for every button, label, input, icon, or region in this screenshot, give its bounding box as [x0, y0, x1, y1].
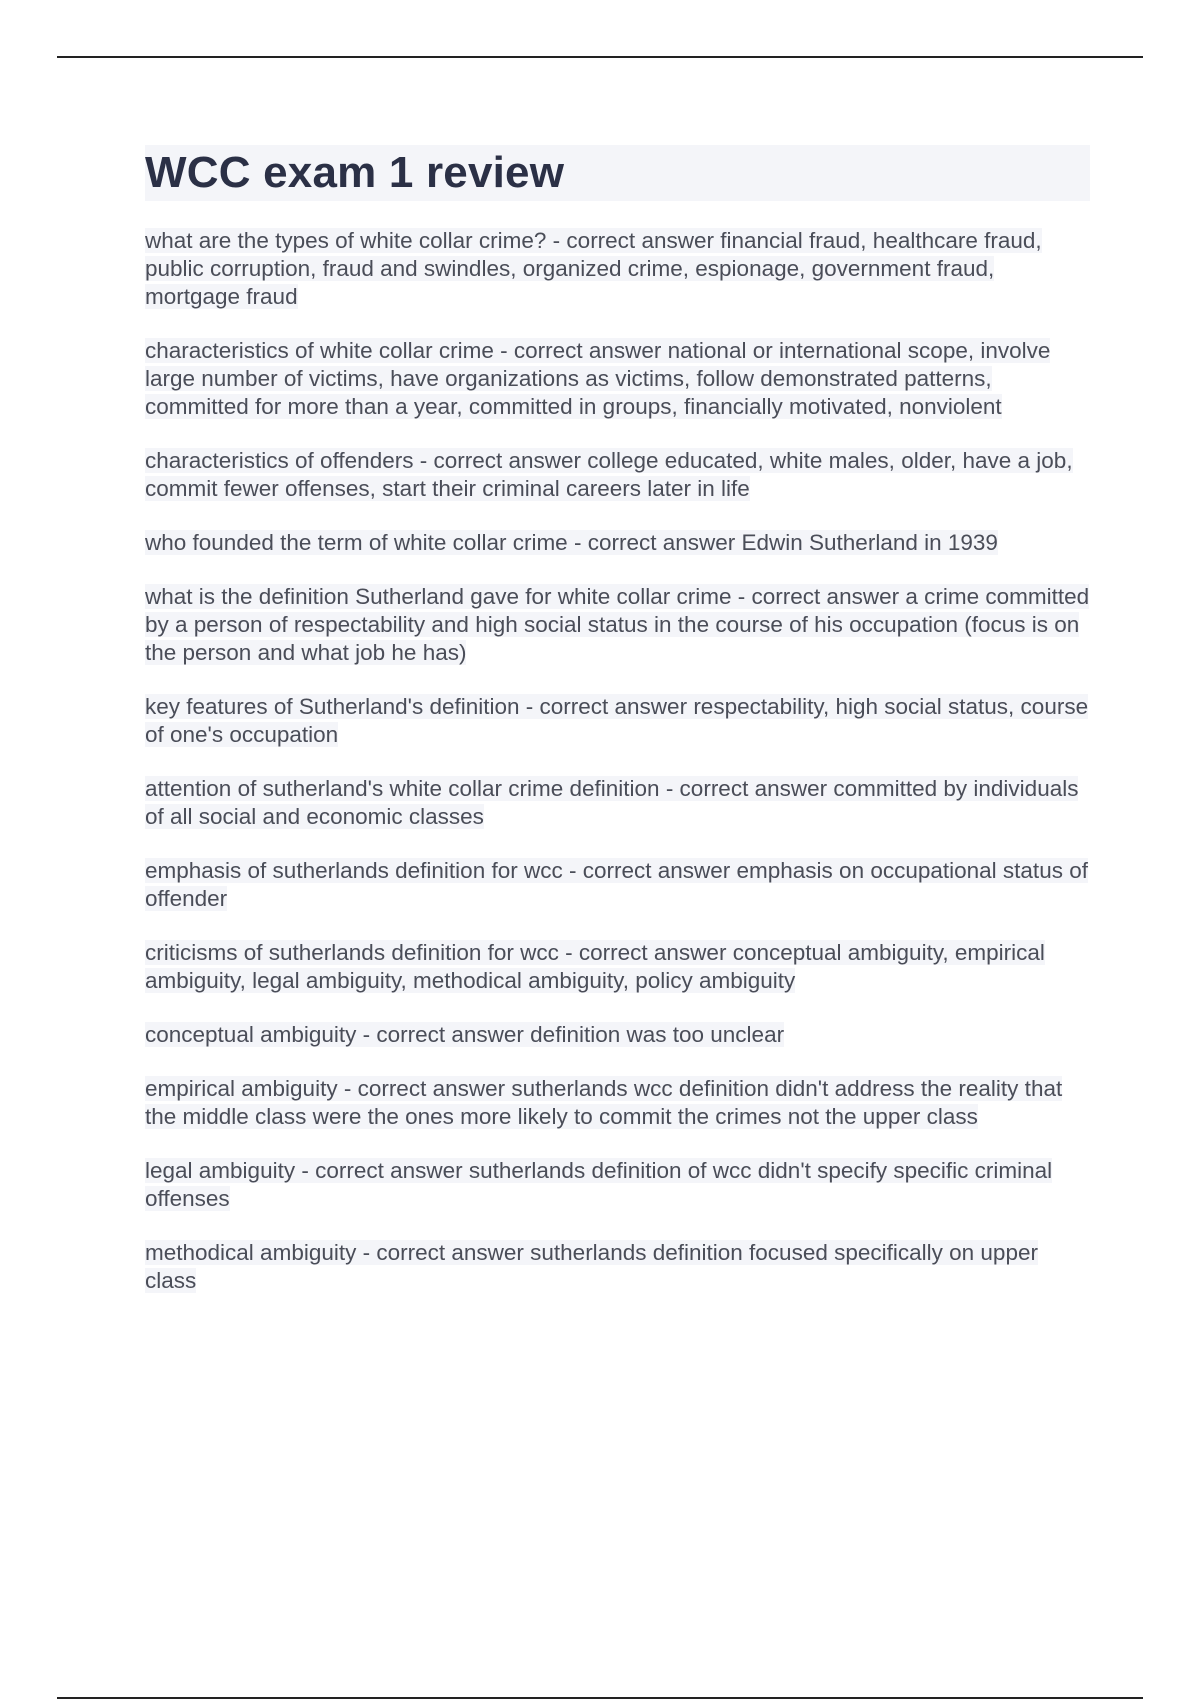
qa-item — [145, 227, 1090, 311]
qa-item-text: emphasis of sutherlands definition for wcc - correct answer emphasis on occupational status of offender — [145, 858, 1088, 911]
qa-item — [145, 775, 1090, 831]
qa-item-text: who founded the term of white collar crime - correct answer Edwin Sutherland in 1939 — [145, 530, 998, 555]
qa-item-text: conceptual ambiguity - correct answer definition was too unclear — [145, 1022, 785, 1047]
qa-item-text: what is the definition Sutherland gave for white collar crime - correct answer a crime committed by a person of respectability and high social status in the course of his occupation (focus is on the person and what job he has) — [145, 584, 1090, 665]
qa-item — [145, 1157, 1090, 1213]
qa-item-text: empirical ambiguity - correct answer sutherlands wcc definition didn't address the reality that the middle class were the ones more likely to commit the crimes not the upper class — [145, 1076, 1063, 1129]
document-body — [145, 145, 1090, 1321]
qa-item — [145, 857, 1090, 913]
qa-item-text: legal ambiguity - correct answer sutherlands definition of wcc didn't specify specific criminal offenses — [145, 1158, 1053, 1211]
bottom-divider — [57, 1697, 1143, 1699]
qa-item-text: methodical ambiguity - correct answer sutherlands definition focused specifically on upper class — [145, 1240, 1038, 1293]
top-divider — [57, 56, 1143, 58]
qa-item — [145, 1021, 1090, 1049]
qa-item — [145, 529, 1090, 557]
qa-item — [145, 583, 1090, 667]
title-block — [145, 145, 1090, 201]
document-title: WCC exam 1 review — [145, 148, 565, 197]
qa-item — [145, 1239, 1090, 1295]
qa-item-text: characteristics of offenders - correct answer college educated, white males, older, have a job, commit fewer offenses, start their criminal careers later in life — [145, 448, 1073, 501]
qa-item-text: key features of Sutherland's definition - correct answer respectability, high social status, course of one's occupation — [145, 694, 1089, 747]
qa-item — [145, 1075, 1090, 1131]
qa-item-text: what are the types of white collar crime? - correct answer financial fraud, healthcare fraud, public corruption, fraud and swindles, organized crime, espionage, government fraud, mortgage fraud — [145, 228, 1042, 309]
qa-item — [145, 939, 1090, 995]
qa-item — [145, 337, 1090, 421]
qa-item-text: criticisms of sutherlands definition for wcc - correct answer conceptual ambiguity, empirical ambiguity, legal ambiguity, methodical ambiguity, policy ambiguity — [145, 940, 1045, 993]
qa-item-text: characteristics of white collar crime - correct answer national or international scope, involve large number of victims, have organizations as victims, follow demonstrated patterns, committed for more than a year, committed in groups, financially motivated, nonviolent — [145, 338, 1051, 419]
qa-item-text: attention of sutherland's white collar crime definition - correct answer committed by individuals of all social and economic classes — [145, 776, 1079, 829]
qa-item — [145, 447, 1090, 503]
qa-item — [145, 693, 1090, 749]
qa-list — [145, 227, 1090, 1295]
